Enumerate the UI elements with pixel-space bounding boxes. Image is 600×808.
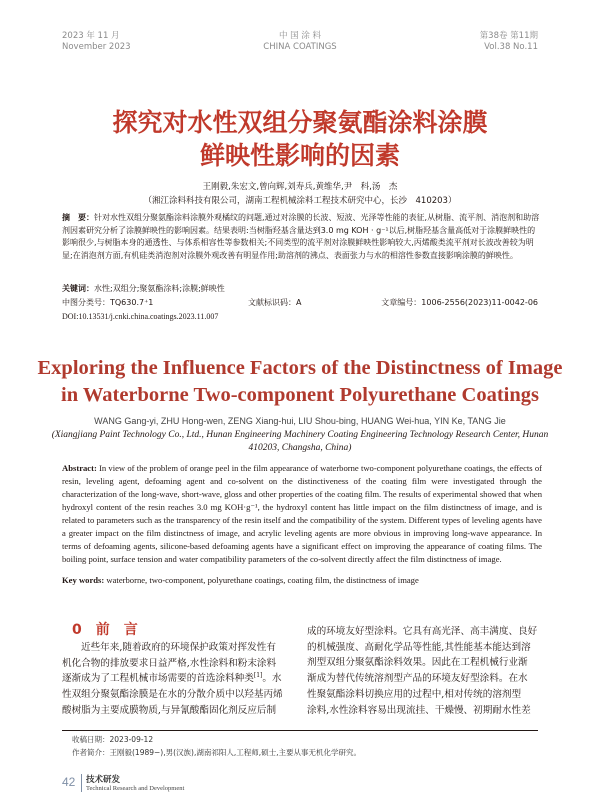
header-center	[200, 31, 400, 53]
footer-column	[86, 773, 184, 792]
body-left-line-2: 机化合物的排放要求日益严格,水性涂料和粉末涂料	[62, 657, 277, 669]
title-en	[0, 355, 600, 409]
doi-label: DOI:	[62, 312, 79, 321]
keywords-en-label: Key words:	[62, 575, 105, 585]
body-left-line-3-text: 逐渐成为了工程机械市场需要的首选涂料种类	[62, 673, 254, 685]
page-number: 42	[62, 775, 76, 789]
body-right-line-2: 的机械强度、高耐化学品等性能,其性能基本能达到溶	[307, 641, 531, 653]
body-right-line-3: 剂型双组分聚氨酯涂料效果。因此在工程机械行业渐	[307, 657, 528, 669]
affiliation-cn: （湘江涂料科技有限公司，湖南工程机械涂料工程技术研究中心，长沙 410203）	[143, 196, 457, 206]
body-left-line-3	[62, 671, 294, 687]
abstract-cn	[62, 212, 540, 262]
author-bio-text: 王刚毅(1989−),男(汉族),湖南祁阳人,工程师,硕士,主要从事无机化学研究。	[109, 748, 361, 757]
header-journal-en: CHINA COATINGS	[263, 42, 337, 52]
abstract-en-text: In view of the problem of orange peel in the film appearance of waterborne two-component polyurethane coatings, the effects of resin, leveling agent, defoaming agent and co-solvent on the distinctiveness of the coating film were investigated through the characterization of the long-wave, short-wave, gloss and other properties of the coating film. The results of experimental showed that when hydroxyl content of the resin reaches 3.0 mg KOH·g⁻¹, the hydroxyl content has little impact on the film distinctness of image, and is related to parameters such as the transparency of the resin itself and the compatibility of the system. Different types of leveling agents have a greater impact on the film distinctness of image, and acrylic leveling agents are more obvious in improving long-wave appearance. In terms of defoaming agents, silicone-based defoaming agents have a significant effect on improving the appearance of coating films. The boiling point, surface tension and water compatibility parameters of the co-solvent directly affect the film distinctness of image.	[62, 463, 542, 564]
authors-en: WANG Gang-yi, ZHU Hong-wen, ZENG Xiang-hui, LIU Shou-bing, HUANG Wei-hua, YIN Ke, TANG Jie	[94, 416, 506, 426]
document-code	[248, 297, 301, 309]
body-left-line-4: 性双组分聚氨酯涂膜是在水的分散介质中以羟基丙烯	[62, 689, 283, 701]
title-en-line-1: Exploring the Influence Factors of the Distinctness of Image	[37, 357, 563, 379]
title-cn	[0, 106, 600, 172]
body-right-line-4: 渐成为替代传统溶剂型产品的环境友好型涂料。在水	[307, 673, 528, 685]
abstract-cn-label: 摘 要：	[62, 213, 94, 222]
header-journal-cn: 中 国 涂 料	[278, 31, 322, 41]
body-left-line-1: 近些年来,随着政府的环境保护政策对挥发性有	[81, 642, 276, 653]
clc-value: TQ630.7⁺1	[110, 298, 154, 307]
article-no-label: 文章编号：	[381, 298, 422, 307]
header-right	[480, 31, 538, 53]
body-right-line-6: 涂料,水性涂料容易出现流挂、干燥慢、初期耐水性差	[307, 704, 531, 716]
article-no-value: 1006-2556(2023)11-0042-06	[421, 298, 538, 307]
clc-label: 中图分类号：	[62, 298, 110, 307]
body-right-line-5: 性聚氨酯涂料切换应用的过程中,相对传统的溶剂型	[307, 688, 522, 700]
header-left	[62, 31, 131, 53]
abstract-en	[62, 462, 542, 566]
title-cn-line-1: 探究对水性双组分聚氨酯涂料涂膜	[112, 108, 488, 137]
title-cn-line-2: 鲜映性影响的因素	[199, 141, 400, 170]
header-volume-en: Vol.38 No.11	[484, 42, 538, 52]
abstract-cn-text: 针对水性双组分聚氨酯涂料涂膜外观橘纹的问题,通过对涂膜的长波、短波、光泽等性能的表征,从树脂、流平剂、消泡剂和助溶剂因素研究分析了涂膜鲜映性的影响因素。结果表明:当树脂羟基含量达到3.0 mg KOH · g⁻¹以后,树脂羟基含量高低对于涂膜鲜映性的影响很少,与树脂本身的通透性、与体系相容性等参数相关;不同类型的流平剂对涂膜鲜映性影响较大,丙烯酸类流平剂对长波改善较为明显;在消泡剂方面,有机硅类消泡剂对涂膜外观改善有明显作用;助溶剂的沸点、表面张力与水的相溶性参数直接影响涂膜的鲜映性。	[62, 213, 540, 260]
affiliation-en: (Xiangjiang Paint Technology Co., Ltd., Hunan Engineering Machinery Coating Engineering Technology Research Center, Hunan 410203, Changsha, China)	[51, 430, 549, 453]
body-left-line-3-tail: 。水	[262, 673, 282, 685]
body-left-line-5: 酸树脂为主要成膜物质,与异氰酸酯固化剂反应后制	[62, 704, 277, 716]
keywords-cn-text: 水性;双组分;聚氨酯涂料;涂膜;鲜映性	[94, 284, 225, 293]
footnote-divider	[62, 730, 538, 731]
footer-separator	[81, 774, 82, 792]
doi-value: 10.13531/j.cnki.china.coatings.2023.11.007	[78, 312, 219, 321]
received-label: 收稿日期：	[72, 735, 110, 744]
body-column-left	[62, 640, 294, 719]
keywords-cn-label: 关键词：	[62, 284, 94, 293]
doccode-label: 文献标识码：	[248, 298, 296, 307]
title-en-line-2: in Waterborne Two-component Polyurethane Coatings	[61, 384, 539, 406]
keywords-en-text: waterborne, two-component, polyurethane coatings, coating film, the distinctness of image	[106, 575, 419, 585]
section-heading-introduction: 0 前 言	[72, 622, 138, 638]
author-bio	[72, 747, 361, 758]
author-bio-label: 作者简介：	[72, 748, 110, 757]
footer-column-en: Technical Research and Development	[86, 785, 185, 792]
keywords-cn	[62, 283, 225, 295]
doccode-value: A	[296, 298, 302, 307]
authors-cn: 王刚毅,朱宏文,曾向辉,刘寿兵,黄维华,尹 科,汤 杰	[202, 182, 398, 192]
header-date-cn: 2023 年 11 月	[62, 31, 120, 41]
keywords-en	[62, 574, 542, 587]
header-date-en: November 2023	[62, 42, 131, 52]
article-number	[381, 297, 538, 309]
header-volume-cn: 第38卷 第11期	[479, 31, 538, 41]
abstract-en-label: Abstract:	[62, 463, 97, 473]
citation-ref: [1]	[253, 672, 263, 680]
received-value: 2023-09-12	[109, 735, 154, 744]
clc-number	[62, 297, 153, 309]
doi	[62, 311, 218, 323]
body-column-right	[307, 624, 539, 718]
footer-column-cn: 技术研发	[86, 775, 121, 785]
body-right-line-1: 成的环境友好型涂料。它具有高光泽、高丰满度、良好	[307, 626, 538, 637]
received-date	[72, 734, 153, 745]
